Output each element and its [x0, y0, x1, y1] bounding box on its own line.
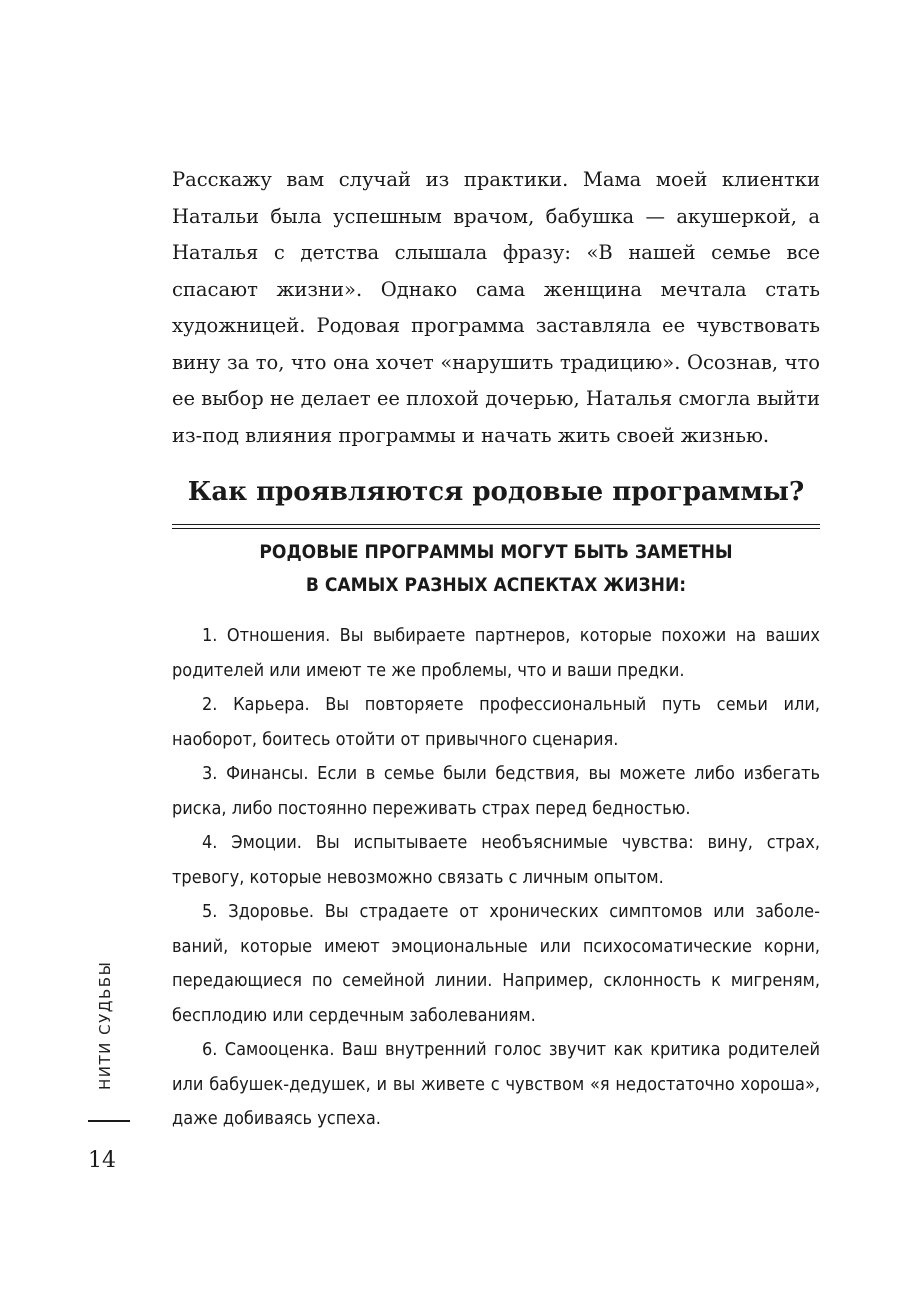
intro-paragraph: Расскажу вам случай из практики. Мама моей клиентки Натальи была успешным врачом, бабушка — акушеркой, а Наталья с детства слышала фразу: «В нашей семье все спасают жизни». Однако сама женщина мечтала стать художницей. Родовая программа заставляла ее чувствовать вину за то, что она хочет «нарушить традицию». Осознав, что ее выбор не делает ее плохой дочерью, Наталья смогла выйти из-под влияния программы и начать жить своей жизнью.: [172, 168, 820, 447]
section-double-rule: [172, 524, 820, 529]
list-item-career: 2. Карьера. Вы повторяете профессиональный путь семьи или, наоборот, боитесь отойти от привычного сценария.: [172, 694, 820, 750]
callout-title: [172, 536, 820, 602]
list-item-emotions: 4. Эмоции. Вы испытываете необъяснимые чувства: вину, страх, тревогу, которые невозможно связать с личным опытом.: [172, 832, 820, 888]
list-item-health: 5. Здоровье. Вы страдаете от хронических симптомов или заболеваний, которые имеют эмоциональные или психосоматические корни, передающиеся по семейной линии. Например, склонность к мигреням, бесплодию или сердечным заболеваниям.: [172, 901, 820, 1026]
list-item-self-esteem: 6. Самооценка. Ваш внутренний голос звучит как критика родителей или бабушек-дедушек, и вы живете с чувством «я недостаточно хороша», даже добиваясь успеха.: [172, 1039, 820, 1129]
folio-rule: [88, 1120, 130, 1122]
list-item-finances: 3. Финансы. Если в семье были бедствия, вы можете либо избегать риска, либо постоянно переживать страх перед бедностью.: [172, 763, 820, 819]
aspects-list: [172, 619, 820, 1137]
list-item-relationships: 1. Отношения. Вы выбираете партнеров, которые похожи на ваших родителей или имеют те же проблемы, что и ваши предки.: [172, 625, 820, 681]
running-head: НИТИ СУДЬБЫ: [96, 960, 114, 1090]
page-number: 14: [88, 1148, 116, 1173]
callout-title-line-1: РОДОВЫЕ ПРОГРАММЫ МОГУТ БЫТЬ ЗАМЕТНЫ: [259, 541, 733, 563]
callout-title-line-2: В САМЫХ РАЗНЫХ АСПЕКТАХ ЖИЗНИ:: [305, 574, 687, 596]
section-heading: Как проявляются родовые программы?: [187, 477, 805, 507]
